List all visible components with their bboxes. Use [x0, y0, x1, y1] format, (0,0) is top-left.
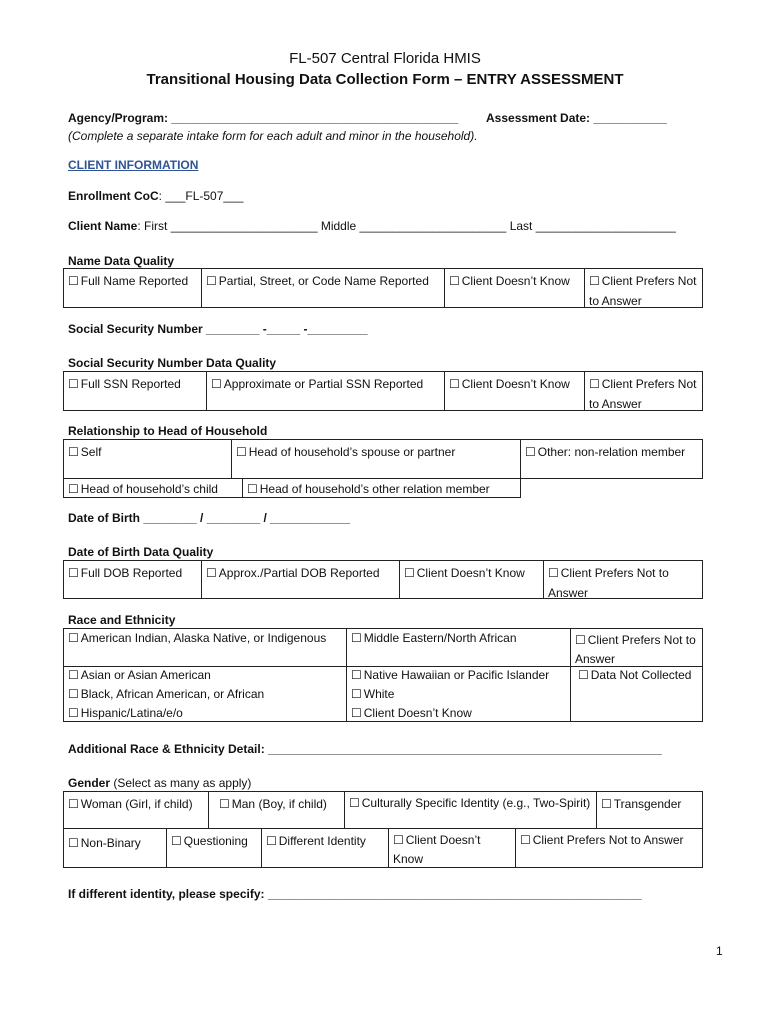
checkbox-gender-client-doesnt-know[interactable]: ☐ Client Doesn’t Know — [388, 828, 516, 868]
additional-race-detail-field[interactable]: Additional Race & Ethnicity Detail: ___________________________________________________________ — [68, 742, 662, 756]
checkbox-middle-eastern[interactable]: ☐ Middle Eastern/North African — [351, 631, 517, 645]
race-heading: Race and Ethnicity — [68, 613, 176, 627]
checkbox-data-not-collected[interactable]: ☐ Data Not Collected — [578, 668, 691, 682]
client-name-label: Client Name — [68, 219, 138, 233]
assessment-date-field[interactable]: Assessment Date: ___________ — [486, 111, 667, 125]
checkbox-dob-client-prefers-not[interactable]: ☐ Client Prefers Not to Answer — [543, 560, 703, 599]
checkbox-black[interactable]: ☐ Black, African American, or African — [68, 687, 264, 701]
checkbox-american-indian[interactable]: ☐ American Indian, Alaska Native, or Indigenous — [68, 631, 326, 645]
checkbox-full-ssn[interactable]: ☐ Full SSN Reported — [63, 371, 207, 411]
checkbox-name-client-prefers-not[interactable]: ☐ Client Prefers Not to Answer — [584, 268, 703, 308]
checkbox-white[interactable]: ☐ White — [351, 687, 394, 701]
ssn-quality-heading: Social Security Number Data Quality — [68, 356, 277, 370]
checkbox-different-identity[interactable]: ☐ Different Identity — [261, 828, 389, 868]
ssn-field[interactable]: Social Security Number ________ -_____ -_________ — [68, 322, 368, 336]
checkbox-partial-ssn[interactable]: ☐ Approximate or Partial SSN Reported — [206, 371, 445, 411]
checkbox-race-client-doesnt-know[interactable]: ☐ Client Doesn’t Know — [351, 706, 472, 720]
checkbox-hoh-other-relation[interactable]: ☐ Head of household’s other relation member — [242, 478, 521, 498]
checkbox-full-name-reported[interactable]: ☐ Full Name Reported — [63, 268, 202, 308]
form-subtitle: Transitional Housing Data Collection Form – ENTRY ASSESSMENT — [146, 71, 624, 88]
form-title: FL-507 Central Florida HMIS — [289, 50, 481, 67]
enrollment-coc[interactable] — [68, 189, 243, 203]
page-number: 1 — [716, 944, 723, 958]
client-name-blanks: : First ______________________ Middle ______________________ Last _____________________ — [137, 219, 676, 233]
enrollment-coc-value: : ___FL-507___ — [158, 189, 244, 203]
relationship-heading: Relationship to Head of Household — [68, 424, 268, 438]
checkbox-other-non-relation[interactable]: ☐ Other: non-relation member — [520, 439, 703, 479]
name-quality-heading: Name Data Quality — [68, 254, 175, 268]
checkbox-man[interactable]: ☐ Man (Boy, if child) — [208, 791, 345, 829]
checkbox-partial-dob[interactable]: ☐ Approx./Partial DOB Reported — [201, 560, 400, 599]
checkbox-race-client-prefers-not[interactable]: ☐ Client Prefers Not to Answer — [575, 628, 699, 669]
checkbox-ssn-client-doesnt-know[interactable]: ☐ Client Doesn’t Know — [444, 371, 585, 411]
gender-heading: Gender (Select as many as apply) — [68, 776, 252, 790]
checkbox-spouse-partner[interactable]: ☐ Head of household’s spouse or partner — [231, 439, 521, 479]
client-name-field[interactable] — [68, 219, 676, 233]
different-identity-specify-field[interactable]: If different identity, please specify: ________________________________________________________ — [68, 887, 642, 901]
checkbox-woman[interactable]: ☐ Woman (Girl, if child) — [63, 791, 209, 829]
checkbox-hoh-child[interactable]: ☐ Head of household’s child — [63, 478, 243, 498]
checkbox-ssn-client-prefers-not[interactable]: ☐ Client Prefers Not to Answer — [584, 371, 703, 411]
checkbox-partial-name[interactable]: ☐ Partial, Street, or Code Name Reported — [201, 268, 445, 308]
checkbox-name-client-doesnt-know[interactable]: ☐ Client Doesn’t Know — [444, 268, 585, 308]
checkbox-native-hawaiian[interactable]: ☐ Native Hawaiian or Pacific Islander — [351, 668, 549, 682]
checkbox-hispanic[interactable]: ☐ Hispanic/Latina/e/o — [68, 706, 183, 720]
checkbox-gender-client-prefers-not[interactable]: ☐ Client Prefers Not to Answer — [515, 828, 703, 868]
checkbox-transgender[interactable]: ☐ Transgender — [596, 791, 703, 829]
checkbox-dob-client-doesnt-know[interactable]: ☐ Client Doesn’t Know — [399, 560, 544, 599]
agency-program-field[interactable]: Agency/Program: ___________________________________________ — [68, 111, 459, 125]
dob-field[interactable]: Date of Birth ________ / ________ / ____________ — [68, 511, 351, 525]
intake-note: (Complete a separate intake form for each adult and minor in the household). — [68, 129, 478, 143]
checkbox-self[interactable]: ☐ Self — [63, 439, 232, 479]
checkbox-full-dob[interactable]: ☐ Full DOB Reported — [63, 560, 202, 599]
enrollment-coc-label: Enrollment CoC — [68, 189, 159, 203]
checkbox-asian[interactable]: ☐ Asian or Asian American — [68, 668, 211, 682]
checkbox-questioning[interactable]: ☐ Questioning — [166, 828, 262, 868]
section-title-client-information: CLIENT INFORMATION — [68, 158, 199, 172]
dob-quality-heading: Date of Birth Data Quality — [68, 545, 214, 559]
checkbox-non-binary[interactable]: ☐ Non-Binary — [63, 828, 167, 868]
checkbox-culturally-specific[interactable]: ☐ Culturally Specific Identity (e.g., Two-Spirit) — [344, 791, 597, 829]
